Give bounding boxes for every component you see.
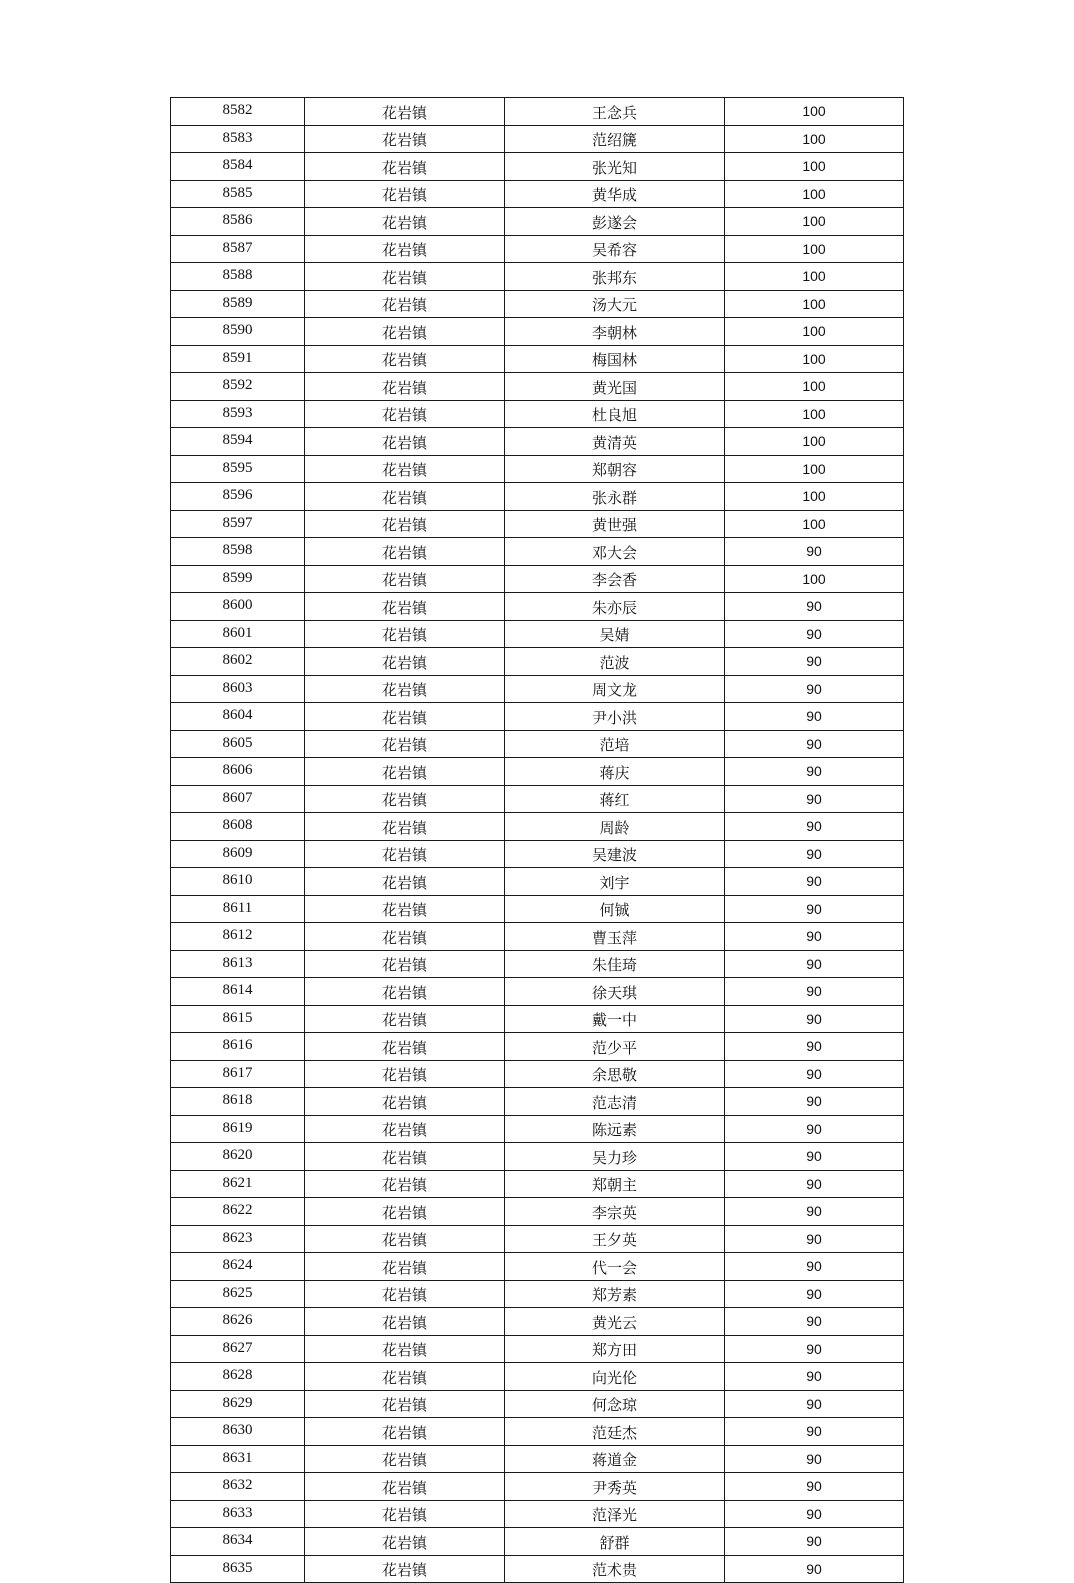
person-name-cell: 周龄	[505, 813, 725, 841]
amount-cell: 90	[725, 1308, 904, 1336]
town-cell: 花岩镇	[305, 1253, 505, 1281]
serial-number-cell: 8633	[171, 1500, 305, 1528]
table-row	[171, 1445, 904, 1473]
table-row	[171, 813, 904, 841]
serial-number-cell: 8588	[171, 263, 305, 291]
amount-cell: 100	[725, 208, 904, 236]
table-row	[171, 318, 904, 346]
person-name-cell: 黄光国	[505, 373, 725, 401]
table-row	[171, 1280, 904, 1308]
person-name-cell: 李朝林	[505, 318, 725, 346]
table-row	[171, 455, 904, 483]
table-row	[171, 208, 904, 236]
amount-cell: 90	[725, 620, 904, 648]
person-name-cell: 彭遂会	[505, 208, 725, 236]
table-row	[171, 730, 904, 758]
amount-cell: 90	[725, 785, 904, 813]
town-cell: 花岩镇	[305, 1088, 505, 1116]
town-cell: 花岩镇	[305, 950, 505, 978]
town-cell: 花岩镇	[305, 620, 505, 648]
amount-cell: 90	[725, 1473, 904, 1501]
serial-number-cell: 8592	[171, 373, 305, 401]
person-name-cell: 张光知	[505, 153, 725, 181]
amount-cell: 90	[725, 1335, 904, 1363]
town-cell: 花岩镇	[305, 1555, 505, 1583]
serial-number-cell: 8628	[171, 1363, 305, 1391]
serial-number-cell: 8583	[171, 125, 305, 153]
person-name-cell: 李宗英	[505, 1198, 725, 1226]
serial-number-cell: 8635	[171, 1555, 305, 1583]
table-row	[171, 785, 904, 813]
town-cell: 花岩镇	[305, 1363, 505, 1391]
serial-number-cell: 8616	[171, 1033, 305, 1061]
amount-cell: 90	[725, 730, 904, 758]
town-cell: 花岩镇	[305, 98, 505, 126]
amount-cell: 100	[725, 373, 904, 401]
table-row	[171, 400, 904, 428]
table-row	[171, 1253, 904, 1281]
table-row	[171, 180, 904, 208]
person-name-cell: 郑朝容	[505, 455, 725, 483]
table-row	[171, 153, 904, 181]
serial-number-cell: 8609	[171, 840, 305, 868]
amount-cell: 90	[725, 1198, 904, 1226]
person-name-cell: 邓大会	[505, 538, 725, 566]
serial-number-cell: 8623	[171, 1225, 305, 1253]
amount-cell: 100	[725, 98, 904, 126]
town-cell: 花岩镇	[305, 263, 505, 291]
serial-number-cell: 8594	[171, 428, 305, 456]
table-row	[171, 565, 904, 593]
table-row	[171, 675, 904, 703]
town-cell: 花岩镇	[305, 703, 505, 731]
table-row	[171, 1033, 904, 1061]
person-name-cell: 范泽光	[505, 1500, 725, 1528]
town-cell: 花岩镇	[305, 1335, 505, 1363]
town-cell: 花岩镇	[305, 1280, 505, 1308]
amount-cell: 90	[725, 978, 904, 1006]
serial-number-cell: 8608	[171, 813, 305, 841]
table-row	[171, 1390, 904, 1418]
amount-cell: 100	[725, 455, 904, 483]
amount-cell: 100	[725, 565, 904, 593]
person-name-cell: 范少平	[505, 1033, 725, 1061]
serial-number-cell: 8615	[171, 1005, 305, 1033]
town-cell: 花岩镇	[305, 180, 505, 208]
amount-cell: 100	[725, 180, 904, 208]
town-cell: 花岩镇	[305, 1198, 505, 1226]
serial-number-cell: 8605	[171, 730, 305, 758]
serial-number-cell: 8591	[171, 345, 305, 373]
amount-cell: 100	[725, 345, 904, 373]
table-row	[171, 620, 904, 648]
town-cell: 花岩镇	[305, 510, 505, 538]
town-cell: 花岩镇	[305, 648, 505, 676]
person-name-cell: 范绍篪	[505, 125, 725, 153]
serial-number-cell: 8599	[171, 565, 305, 593]
person-name-cell: 何念琼	[505, 1390, 725, 1418]
table-row	[171, 510, 904, 538]
amount-cell: 90	[725, 840, 904, 868]
person-name-cell: 梅国林	[505, 345, 725, 373]
person-name-cell: 张永群	[505, 483, 725, 511]
table-row	[171, 1528, 904, 1556]
person-name-cell: 黄世强	[505, 510, 725, 538]
table-row	[171, 125, 904, 153]
amount-cell: 90	[725, 1555, 904, 1583]
serial-number-cell: 8587	[171, 235, 305, 263]
serial-number-cell: 8582	[171, 98, 305, 126]
amount-cell: 90	[725, 1060, 904, 1088]
amount-cell: 90	[725, 1390, 904, 1418]
table-row	[171, 1473, 904, 1501]
table-row	[171, 895, 904, 923]
town-cell: 花岩镇	[305, 1170, 505, 1198]
amount-cell: 90	[725, 1253, 904, 1281]
table-row	[171, 703, 904, 731]
town-cell: 花岩镇	[305, 345, 505, 373]
town-cell: 花岩镇	[305, 1115, 505, 1143]
person-name-cell: 范培	[505, 730, 725, 758]
person-name-cell: 周文龙	[505, 675, 725, 703]
town-cell: 花岩镇	[305, 235, 505, 263]
table-row	[171, 263, 904, 291]
amount-cell: 100	[725, 153, 904, 181]
person-name-cell: 吴建波	[505, 840, 725, 868]
serial-number-cell: 8601	[171, 620, 305, 648]
person-name-cell: 戴一中	[505, 1005, 725, 1033]
amount-cell: 90	[725, 703, 904, 731]
person-name-cell: 范波	[505, 648, 725, 676]
serial-number-cell: 8612	[171, 923, 305, 951]
town-cell: 花岩镇	[305, 840, 505, 868]
table-row	[171, 1143, 904, 1171]
serial-number-cell: 8614	[171, 978, 305, 1006]
serial-number-cell: 8619	[171, 1115, 305, 1143]
serial-number-cell: 8630	[171, 1418, 305, 1446]
amount-cell: 90	[725, 648, 904, 676]
serial-number-cell: 8589	[171, 290, 305, 318]
person-name-cell: 王念兵	[505, 98, 725, 126]
serial-number-cell: 8590	[171, 318, 305, 346]
town-cell: 花岩镇	[305, 455, 505, 483]
person-name-cell: 杜良旭	[505, 400, 725, 428]
serial-number-cell: 8611	[171, 895, 305, 923]
table-row	[171, 1308, 904, 1336]
amount-cell: 90	[725, 1418, 904, 1446]
town-cell: 花岩镇	[305, 208, 505, 236]
serial-number-cell: 8603	[171, 675, 305, 703]
table-row	[171, 1170, 904, 1198]
amount-cell: 90	[725, 1445, 904, 1473]
person-name-cell: 李会香	[505, 565, 725, 593]
amount-cell: 90	[725, 538, 904, 566]
town-cell: 花岩镇	[305, 1473, 505, 1501]
serial-number-cell: 8602	[171, 648, 305, 676]
town-cell: 花岩镇	[305, 1308, 505, 1336]
person-name-cell: 何铖	[505, 895, 725, 923]
town-cell: 花岩镇	[305, 923, 505, 951]
town-cell: 花岩镇	[305, 1143, 505, 1171]
serial-number-cell: 8597	[171, 510, 305, 538]
person-name-cell: 代一会	[505, 1253, 725, 1281]
town-cell: 花岩镇	[305, 758, 505, 786]
amount-cell: 100	[725, 510, 904, 538]
serial-number-cell: 8620	[171, 1143, 305, 1171]
serial-number-cell: 8598	[171, 538, 305, 566]
person-name-cell: 黄华成	[505, 180, 725, 208]
table-row	[171, 923, 904, 951]
amount-cell: 90	[725, 868, 904, 896]
person-name-cell: 蒋庆	[505, 758, 725, 786]
table-row	[171, 978, 904, 1006]
table-body	[171, 98, 904, 1583]
serial-number-cell: 8610	[171, 868, 305, 896]
person-name-cell: 吴力珍	[505, 1143, 725, 1171]
person-name-cell: 舒群	[505, 1528, 725, 1556]
amount-cell: 100	[725, 125, 904, 153]
table-row	[171, 345, 904, 373]
serial-number-cell: 8621	[171, 1170, 305, 1198]
amount-cell: 100	[725, 400, 904, 428]
person-name-cell: 余思敬	[505, 1060, 725, 1088]
serial-number-cell: 8622	[171, 1198, 305, 1226]
serial-number-cell: 8585	[171, 180, 305, 208]
person-name-cell: 尹秀英	[505, 1473, 725, 1501]
amount-cell: 90	[725, 1115, 904, 1143]
table-row	[171, 1363, 904, 1391]
amount-cell: 90	[725, 1500, 904, 1528]
person-name-cell: 曹玉萍	[505, 923, 725, 951]
person-name-cell: 郑方田	[505, 1335, 725, 1363]
table-row	[171, 950, 904, 978]
serial-number-cell: 8617	[171, 1060, 305, 1088]
serial-number-cell: 8596	[171, 483, 305, 511]
person-name-cell: 朱佳琦	[505, 950, 725, 978]
town-cell: 花岩镇	[305, 1005, 505, 1033]
town-cell: 花岩镇	[305, 318, 505, 346]
table-row	[171, 483, 904, 511]
town-cell: 花岩镇	[305, 1033, 505, 1061]
town-cell: 花岩镇	[305, 675, 505, 703]
person-name-cell: 张邦东	[505, 263, 725, 291]
amount-cell: 100	[725, 235, 904, 263]
amount-cell: 90	[725, 950, 904, 978]
amount-cell: 90	[725, 1088, 904, 1116]
serial-number-cell: 8586	[171, 208, 305, 236]
table-row	[171, 373, 904, 401]
town-cell: 花岩镇	[305, 1528, 505, 1556]
town-cell: 花岩镇	[305, 565, 505, 593]
town-cell: 花岩镇	[305, 1225, 505, 1253]
person-name-cell: 范术贵	[505, 1555, 725, 1583]
person-name-cell: 黄清英	[505, 428, 725, 456]
town-cell: 花岩镇	[305, 290, 505, 318]
serial-number-cell: 8606	[171, 758, 305, 786]
amount-cell: 100	[725, 263, 904, 291]
serial-number-cell: 8634	[171, 1528, 305, 1556]
amount-cell: 90	[725, 1280, 904, 1308]
amount-cell: 90	[725, 675, 904, 703]
serial-number-cell: 8593	[171, 400, 305, 428]
serial-number-cell: 8600	[171, 593, 305, 621]
table-row	[171, 235, 904, 263]
person-name-cell: 朱亦辰	[505, 593, 725, 621]
person-name-cell: 尹小洪	[505, 703, 725, 731]
table-row	[171, 1005, 904, 1033]
serial-number-cell: 8627	[171, 1335, 305, 1363]
town-cell: 花岩镇	[305, 373, 505, 401]
table-row	[171, 1555, 904, 1583]
town-cell: 花岩镇	[305, 1445, 505, 1473]
serial-number-cell: 8632	[171, 1473, 305, 1501]
amount-cell: 90	[725, 813, 904, 841]
town-cell: 花岩镇	[305, 400, 505, 428]
table-row	[171, 1335, 904, 1363]
person-name-cell: 王夕英	[505, 1225, 725, 1253]
serial-number-cell: 8631	[171, 1445, 305, 1473]
town-cell: 花岩镇	[305, 1060, 505, 1088]
town-cell: 花岩镇	[305, 730, 505, 758]
amount-cell: 90	[725, 1170, 904, 1198]
town-cell: 花岩镇	[305, 1500, 505, 1528]
person-name-cell: 徐天琪	[505, 978, 725, 1006]
amount-cell: 100	[725, 428, 904, 456]
person-name-cell: 汤大元	[505, 290, 725, 318]
amount-cell: 90	[725, 1143, 904, 1171]
serial-number-cell: 8626	[171, 1308, 305, 1336]
table-row	[171, 98, 904, 126]
table-row	[171, 1088, 904, 1116]
person-name-cell: 向光伦	[505, 1363, 725, 1391]
town-cell: 花岩镇	[305, 978, 505, 1006]
serial-number-cell: 8604	[171, 703, 305, 731]
amount-cell: 90	[725, 1033, 904, 1061]
town-cell: 花岩镇	[305, 895, 505, 923]
table-row	[171, 593, 904, 621]
table-row	[171, 1225, 904, 1253]
table-row	[171, 1115, 904, 1143]
table-row	[171, 1060, 904, 1088]
town-cell: 花岩镇	[305, 813, 505, 841]
town-cell: 花岩镇	[305, 483, 505, 511]
amount-cell: 90	[725, 1528, 904, 1556]
amount-cell: 90	[725, 895, 904, 923]
person-name-cell: 郑朝主	[505, 1170, 725, 1198]
table-row	[171, 290, 904, 318]
person-name-cell: 吴婧	[505, 620, 725, 648]
table-row	[171, 1198, 904, 1226]
table-row	[171, 1418, 904, 1446]
serial-number-cell: 8613	[171, 950, 305, 978]
town-cell: 花岩镇	[305, 785, 505, 813]
table-row	[171, 840, 904, 868]
amount-cell: 90	[725, 758, 904, 786]
serial-number-cell: 8595	[171, 455, 305, 483]
table-row	[171, 428, 904, 456]
amount-cell: 100	[725, 318, 904, 346]
serial-number-cell: 8584	[171, 153, 305, 181]
serial-number-cell: 8625	[171, 1280, 305, 1308]
person-name-cell: 刘宇	[505, 868, 725, 896]
subsidy-roster-table	[170, 97, 904, 1583]
town-cell: 花岩镇	[305, 868, 505, 896]
town-cell: 花岩镇	[305, 428, 505, 456]
table-row	[171, 648, 904, 676]
town-cell: 花岩镇	[305, 1390, 505, 1418]
serial-number-cell: 8618	[171, 1088, 305, 1116]
town-cell: 花岩镇	[305, 125, 505, 153]
person-name-cell: 蒋红	[505, 785, 725, 813]
table-row	[171, 538, 904, 566]
table-row	[171, 868, 904, 896]
town-cell: 花岩镇	[305, 153, 505, 181]
table-row	[171, 1500, 904, 1528]
serial-number-cell: 8629	[171, 1390, 305, 1418]
person-name-cell: 郑芳素	[505, 1280, 725, 1308]
amount-cell: 90	[725, 1363, 904, 1391]
table-row	[171, 758, 904, 786]
serial-number-cell: 8624	[171, 1253, 305, 1281]
amount-cell: 100	[725, 483, 904, 511]
person-name-cell: 陈远素	[505, 1115, 725, 1143]
town-cell: 花岩镇	[305, 538, 505, 566]
amount-cell: 90	[725, 593, 904, 621]
person-name-cell: 黄光云	[505, 1308, 725, 1336]
amount-cell: 90	[725, 1005, 904, 1033]
person-name-cell: 范廷杰	[505, 1418, 725, 1446]
amount-cell: 90	[725, 923, 904, 951]
person-name-cell: 吴希容	[505, 235, 725, 263]
town-cell: 花岩镇	[305, 1418, 505, 1446]
town-cell: 花岩镇	[305, 593, 505, 621]
amount-cell: 100	[725, 290, 904, 318]
person-name-cell: 蒋道金	[505, 1445, 725, 1473]
serial-number-cell: 8607	[171, 785, 305, 813]
amount-cell: 90	[725, 1225, 904, 1253]
person-name-cell: 范志清	[505, 1088, 725, 1116]
